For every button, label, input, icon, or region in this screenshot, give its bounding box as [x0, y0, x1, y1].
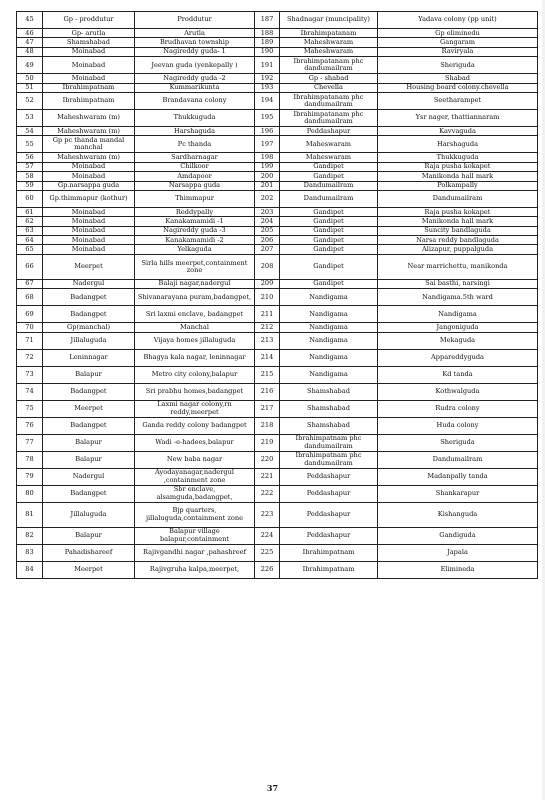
table-row	[17, 502, 538, 527]
mandal-left-cell: Gp.thimmapur (kothur)	[43, 190, 135, 207]
mandal-right-cell: Gandipet	[280, 279, 378, 288]
mandal-right-cell: Nandigama	[280, 332, 378, 349]
mandal-left-cell: Ibrahimpatnam	[43, 92, 135, 109]
serial-number-right-cell: 215	[255, 366, 280, 383]
mandal-right-cell: Maheswaram	[280, 153, 378, 162]
area-right-cell: Japala	[378, 544, 538, 561]
serial-number-left-cell: 51	[17, 83, 43, 92]
table-row	[17, 47, 538, 56]
serial-number-left-cell: 63	[17, 226, 43, 235]
area-right-cell: Raviryala	[378, 47, 538, 56]
area-left-cell: Shivanarayana puram,badangpet,	[135, 289, 255, 306]
area-right-cell: Housing board colony.chevella	[378, 83, 538, 92]
area-left-cell: Sri prabhu homes,badangpet	[135, 383, 255, 400]
area-left-cell: Wadi -e-hadees,balapur	[135, 434, 255, 451]
area-left-cell: Laxmi nagar colony,rn reddy,meerpet	[135, 400, 255, 417]
area-left-cell: Metro city colony,balapur	[135, 366, 255, 383]
area-left-cell: Harshaguda	[135, 126, 255, 135]
table-row	[17, 383, 538, 400]
page-number: 37	[266, 783, 279, 793]
serial-number-left-cell: 59	[17, 181, 43, 190]
mandal-right-cell: Nandigama	[280, 366, 378, 383]
serial-number-left-cell: 55	[17, 136, 43, 153]
serial-number-right-cell: 220	[255, 451, 280, 468]
serial-number-left-cell: 65	[17, 245, 43, 254]
mandal-right-cell: Maheswaram	[280, 136, 378, 153]
mandal-left-cell: Gp.narsappa guda	[43, 181, 135, 190]
mandal-left-cell: Badangpet	[43, 383, 135, 400]
serial-number-right-cell: 222	[255, 485, 280, 502]
table-row	[17, 190, 538, 207]
table-row	[17, 38, 538, 47]
table-row	[17, 181, 538, 190]
serial-number-left-cell: 52	[17, 92, 43, 109]
serial-number-left-cell: 81	[17, 502, 43, 527]
area-left-cell: Arutla	[135, 29, 255, 38]
area-right-cell: Huda colony	[378, 417, 538, 434]
area-left-cell: Balaji nagar,nadergul	[135, 279, 255, 288]
serial-number-left-cell: 80	[17, 485, 43, 502]
serial-number-right-cell: 218	[255, 417, 280, 434]
area-right-cell: Suncity bandlaguda	[378, 226, 538, 235]
table-row	[17, 544, 538, 561]
serial-number-right-cell: 219	[255, 434, 280, 451]
serial-number-right-cell: 189	[255, 38, 280, 47]
table-row	[17, 279, 538, 288]
mandal-left-cell: Gp(manchal)	[43, 323, 135, 332]
serial-number-left-cell: 69	[17, 306, 43, 323]
table-row	[17, 236, 538, 245]
mandal-right-cell: Maheshwaram	[280, 38, 378, 47]
mandal-right-cell: Nandigama	[280, 289, 378, 306]
area-left-cell: Rajivgandhi nagar ,pahashreef	[135, 544, 255, 561]
table-row	[17, 217, 538, 226]
area-left-cell: Kummarikunta	[135, 83, 255, 92]
mandal-right-cell: Shamshabad	[280, 400, 378, 417]
serial-number-right-cell: 214	[255, 349, 280, 366]
mandal-left-cell: Moinabad	[43, 236, 135, 245]
serial-number-right-cell: 201	[255, 181, 280, 190]
table-row	[17, 306, 538, 323]
area-right-cell: Madanpally tanda	[378, 468, 538, 485]
serial-number-left-cell: 58	[17, 172, 43, 181]
mandal-left-cell: Badangpet	[43, 306, 135, 323]
serial-number-right-cell: 204	[255, 217, 280, 226]
area-left-cell: New baba nagar	[135, 451, 255, 468]
area-right-cell: Harshaguda	[378, 136, 538, 153]
serial-number-right-cell: 197	[255, 136, 280, 153]
table-row	[17, 468, 538, 485]
mandal-right-cell: Nandigama	[280, 349, 378, 366]
serial-number-right-cell: 198	[255, 153, 280, 162]
mandal-right-cell: Peddashapur	[280, 527, 378, 544]
serial-number-left-cell: 70	[17, 323, 43, 332]
mandal-right-cell: Nandigama	[280, 306, 378, 323]
serial-number-left-cell: 61	[17, 207, 43, 216]
area-right-cell: Manikonda hall mark	[378, 217, 538, 226]
serial-number-left-cell: 60	[17, 190, 43, 207]
mandal-right-cell: Gandipet	[280, 172, 378, 181]
mandal-right-cell: Gandipet	[280, 236, 378, 245]
serial-number-left-cell: 71	[17, 332, 43, 349]
table-row	[17, 349, 538, 366]
serial-number-left-cell: 83	[17, 544, 43, 561]
serial-number-right-cell: 210	[255, 289, 280, 306]
mandal-right-cell: Gandipet	[280, 217, 378, 226]
table-row	[17, 323, 538, 332]
serial-number-right-cell: 217	[255, 400, 280, 417]
serial-number-right-cell: 225	[255, 544, 280, 561]
area-left-cell: Chilkoor	[135, 162, 255, 171]
table-row	[17, 126, 538, 135]
area-left-cell: Rajivgruha kalpa,meerpet,	[135, 561, 255, 578]
area-right-cell: Dandumailram	[378, 190, 538, 207]
serial-number-right-cell: 208	[255, 254, 280, 279]
mandal-left-cell: Meerpet	[43, 254, 135, 279]
area-left-cell: Sardharnagar	[135, 153, 255, 162]
mandal-right-cell: Ibrahimpatnam phc dandumailram	[280, 451, 378, 468]
mandal-right-cell: Ibrahimpatanam phc dandumailram	[280, 57, 378, 74]
serial-number-left-cell: 57	[17, 162, 43, 171]
area-left-cell: Narsappa guda	[135, 181, 255, 190]
serial-number-right-cell: 216	[255, 383, 280, 400]
table-row	[17, 485, 538, 502]
area-right-cell: Gangaram	[378, 38, 538, 47]
area-right-cell: Kishanguda	[378, 502, 538, 527]
mandal-right-cell: Ibrahimpatnam	[280, 561, 378, 578]
area-right-cell: Narsa reddy bandlaguda	[378, 236, 538, 245]
mandal-left-cell: Badangpet	[43, 289, 135, 306]
table-row	[17, 254, 538, 279]
mandal-right-cell: Gandipet	[280, 226, 378, 235]
area-right-cell: Kavvaguda	[378, 126, 538, 135]
mandal-left-cell: Moinabad	[43, 74, 135, 83]
mandal-left-cell: Badangpet	[43, 485, 135, 502]
mandal-left-cell: Shamshabad	[43, 38, 135, 47]
mandal-left-cell: Balapur	[43, 434, 135, 451]
area-right-cell: Elimineda	[378, 561, 538, 578]
serial-number-right-cell: 213	[255, 332, 280, 349]
table-row	[17, 74, 538, 83]
area-right-cell: Raja pusha kokapet	[378, 162, 538, 171]
table-row	[17, 57, 538, 74]
table-row	[17, 162, 538, 171]
serial-number-left-cell: 47	[17, 38, 43, 47]
serial-number-left-cell: 84	[17, 561, 43, 578]
mandal-right-cell: Ibrahimpatnam	[280, 544, 378, 561]
mandal-right-cell: Gp - shabad	[280, 74, 378, 83]
area-left-cell: Jeevan guda (yenkepally )	[135, 57, 255, 74]
serial-number-right-cell: 205	[255, 226, 280, 235]
area-right-cell: Yadava colony (pp unit)	[378, 12, 538, 29]
serial-number-left-cell: 49	[17, 57, 43, 74]
serial-number-left-cell: 74	[17, 383, 43, 400]
table-row	[17, 92, 538, 109]
mandal-right-cell: Ibrahimpatnam phc dandumailram	[280, 434, 378, 451]
serial-number-left-cell: 73	[17, 366, 43, 383]
area-right-cell: Nandigama	[378, 306, 538, 323]
mandal-right-cell: Gandipet	[280, 245, 378, 254]
serial-number-left-cell: 54	[17, 126, 43, 135]
area-left-cell: Nagireddy guda -2	[135, 74, 255, 83]
serial-number-right-cell: 194	[255, 92, 280, 109]
mandal-left-cell: Moinabad	[43, 207, 135, 216]
table-row	[17, 207, 538, 216]
serial-number-left-cell: 67	[17, 279, 43, 288]
area-left-cell: Bjp quarters, jillaluguda,containment zone	[135, 502, 255, 527]
serial-number-right-cell: 203	[255, 207, 280, 216]
mandal-left-cell: Balapur	[43, 366, 135, 383]
serial-number-right-cell: 209	[255, 279, 280, 288]
serial-number-left-cell: 64	[17, 236, 43, 245]
mandal-left-cell: Gp- arutla	[43, 29, 135, 38]
table-row	[17, 172, 538, 181]
area-right-cell: Rudra colony	[378, 400, 538, 417]
serial-number-right-cell: 226	[255, 561, 280, 578]
area-right-cell: Shankarapur	[378, 485, 538, 502]
area-right-cell: Sheriguda	[378, 57, 538, 74]
serial-number-left-cell: 68	[17, 289, 43, 306]
table-row	[17, 109, 538, 126]
area-left-cell: Sirla hills meerpet,containment zone	[135, 254, 255, 279]
area-right-cell: Gp eliminedu	[378, 29, 538, 38]
serial-number-right-cell: 211	[255, 306, 280, 323]
table-row	[17, 12, 538, 29]
table-row	[17, 434, 538, 451]
mandal-right-cell: Dandumailram	[280, 181, 378, 190]
serial-number-left-cell: 75	[17, 400, 43, 417]
area-right-cell: Sheriguda	[378, 434, 538, 451]
area-left-cell: Sri laxmi enclave, badangpet	[135, 306, 255, 323]
mandal-right-cell: Peddashapur	[280, 468, 378, 485]
mandal-left-cell: Moinabad	[43, 226, 135, 235]
mandal-left-cell: Moinabad	[43, 172, 135, 181]
serial-number-right-cell: 200	[255, 172, 280, 181]
area-right-cell: Shabad	[378, 74, 538, 83]
serial-number-left-cell: 46	[17, 29, 43, 38]
area-right-cell: Dandumailram	[378, 451, 538, 468]
area-right-cell: Nandigama.5th ward	[378, 289, 538, 306]
mandal-right-cell: Ibrahimpatanam phc dandumailram	[280, 109, 378, 126]
mandal-left-cell: Jillaluguda	[43, 332, 135, 349]
table-row	[17, 527, 538, 544]
mandal-left-cell: Jillaluguda	[43, 502, 135, 527]
area-left-cell: Brandavana colony	[135, 92, 255, 109]
serial-number-right-cell: 190	[255, 47, 280, 56]
serial-number-right-cell: 221	[255, 468, 280, 485]
area-left-cell: Ayodayanagar,nadergul ,containment zone	[135, 468, 255, 485]
table-body	[17, 12, 538, 579]
area-right-cell: Kd tanda	[378, 366, 538, 383]
serial-number-left-cell: 56	[17, 153, 43, 162]
mandal-left-cell: Moinabad	[43, 245, 135, 254]
serial-number-left-cell: 48	[17, 47, 43, 56]
area-left-cell: Nagireddy guda- 1	[135, 47, 255, 56]
area-right-cell: Near marrichettu, manikonda	[378, 254, 538, 279]
area-right-cell: Sai basthi, narsingi	[378, 279, 538, 288]
serial-number-right-cell: 206	[255, 236, 280, 245]
mandal-right-cell: Peddashapur	[280, 485, 378, 502]
serial-number-left-cell: 50	[17, 74, 43, 83]
serial-number-right-cell: 202	[255, 190, 280, 207]
serial-number-right-cell: 195	[255, 109, 280, 126]
serial-number-right-cell: 188	[255, 29, 280, 38]
area-right-cell: Manikonda hall mark	[378, 172, 538, 181]
serial-number-left-cell: 77	[17, 434, 43, 451]
area-left-cell: Amdapoor	[135, 172, 255, 181]
table-row	[17, 417, 538, 434]
mandal-left-cell: Ibrahimpatnam	[43, 83, 135, 92]
mandal-left-cell: Gp - proddutur	[43, 12, 135, 29]
area-right-cell: Ysr nager, thattiannaram	[378, 109, 538, 126]
table-row	[17, 561, 538, 578]
mandal-left-cell: Balapur	[43, 527, 135, 544]
mandal-left-cell: Nadergul	[43, 279, 135, 288]
table-row	[17, 245, 538, 254]
serial-number-left-cell: 76	[17, 417, 43, 434]
area-right-cell: Thukkuguda	[378, 153, 538, 162]
serial-number-right-cell: 196	[255, 126, 280, 135]
mandal-right-cell: Dandumailram	[280, 190, 378, 207]
serial-number-right-cell: 212	[255, 323, 280, 332]
serial-number-right-cell: 199	[255, 162, 280, 171]
area-left-cell: Nagireddy guda -3	[135, 226, 255, 235]
serial-number-right-cell: 224	[255, 527, 280, 544]
mandal-left-cell: Moinabad	[43, 47, 135, 56]
area-left-cell: Thukkuguda	[135, 109, 255, 126]
mandal-right-cell: Shamshabad	[280, 417, 378, 434]
mandal-left-cell: Moinabad	[43, 162, 135, 171]
mandal-right-cell: Peddashapur	[280, 502, 378, 527]
area-left-cell: Proddutur	[135, 12, 255, 29]
area-left-cell: Kanakamamidi -2	[135, 236, 255, 245]
mandal-left-cell: Maheshwaram (m)	[43, 126, 135, 135]
serial-number-right-cell: 193	[255, 83, 280, 92]
serial-number-left-cell: 62	[17, 217, 43, 226]
mandal-right-cell: Gandipet	[280, 207, 378, 216]
mandal-left-cell: Maheshwaram (m)	[43, 109, 135, 126]
mandal-left-cell: Moinabad	[43, 217, 135, 226]
mandal-right-cell: Gandipet	[280, 162, 378, 171]
area-right-cell: Polkampally	[378, 181, 538, 190]
area-right-cell: Gandiguda	[378, 527, 538, 544]
area-right-cell: Raja pusha kokapet	[378, 207, 538, 216]
mandal-left-cell: Moinabad	[43, 57, 135, 74]
area-left-cell: Brudhavan township	[135, 38, 255, 47]
area-right-cell: Appareddyguda	[378, 349, 538, 366]
table-row	[17, 83, 538, 92]
serial-number-right-cell: 191	[255, 57, 280, 74]
area-right-cell: Kothwalguda	[378, 383, 538, 400]
serial-number-left-cell: 79	[17, 468, 43, 485]
table-row	[17, 451, 538, 468]
mandal-right-cell: Peddashapur	[280, 126, 378, 135]
area-left-cell: Ganda reddy colony badangpet	[135, 417, 255, 434]
mandal-left-cell: Gp pc thanda mandal manchal	[43, 136, 135, 153]
table-row	[17, 136, 538, 153]
document-page	[16, 11, 537, 579]
serial-number-right-cell: 192	[255, 74, 280, 83]
mandal-left-cell: Nadergul	[43, 468, 135, 485]
serial-number-right-cell: 187	[255, 12, 280, 29]
mandal-left-cell: Meerpet	[43, 561, 135, 578]
serial-number-left-cell: 78	[17, 451, 43, 468]
area-left-cell: Sbr enclave, alsamguda,badangpet,	[135, 485, 255, 502]
area-right-cell: Jangoniguda	[378, 323, 538, 332]
mandal-left-cell: Leninnagar	[43, 349, 135, 366]
mandal-right-cell: Nandigama	[280, 323, 378, 332]
area-left-cell: Bhagya kala nagar, leninnagar	[135, 349, 255, 366]
table-row	[17, 29, 538, 38]
area-left-cell: Yelkaguda	[135, 245, 255, 254]
containment-zones-table	[16, 11, 538, 579]
mandal-right-cell: Shadnagar (muncipality)	[280, 12, 378, 29]
mandal-left-cell: Meerpet	[43, 400, 135, 417]
mandal-left-cell: Badangpet	[43, 417, 135, 434]
serial-number-right-cell: 223	[255, 502, 280, 527]
area-left-cell: Thimmapur	[135, 190, 255, 207]
area-left-cell: Reddypally	[135, 207, 255, 216]
table-row	[17, 400, 538, 417]
table-row	[17, 226, 538, 235]
mandal-left-cell: Balapur	[43, 451, 135, 468]
area-left-cell: Kanakamamidi -1	[135, 217, 255, 226]
area-left-cell: Vijaya homes jillaluguda	[135, 332, 255, 349]
area-right-cell: Seetharampet	[378, 92, 538, 109]
mandal-right-cell: Ibrahimpatanam phc dandumailram	[280, 92, 378, 109]
mandal-left-cell: Maheshwaram (m)	[43, 153, 135, 162]
mandal-right-cell: Ibrahimpatanam	[280, 29, 378, 38]
table-row	[17, 332, 538, 349]
table-row	[17, 153, 538, 162]
mandal-left-cell: Pahadishareef	[43, 544, 135, 561]
area-left-cell: Balapur village balapur,containment	[135, 527, 255, 544]
table-row	[17, 366, 538, 383]
serial-number-left-cell: 72	[17, 349, 43, 366]
area-right-cell: Mekaguda	[378, 332, 538, 349]
mandal-right-cell: Chevella	[280, 83, 378, 92]
mandal-right-cell: Maheshwaram	[280, 47, 378, 56]
mandal-right-cell: Shamshabad	[280, 383, 378, 400]
mandal-right-cell: Gandipet	[280, 254, 378, 279]
serial-number-left-cell: 53	[17, 109, 43, 126]
serial-number-right-cell: 207	[255, 245, 280, 254]
serial-number-left-cell: 45	[17, 12, 43, 29]
area-right-cell: Alizapur, puppalguda	[378, 245, 538, 254]
area-left-cell: Pc thanda	[135, 136, 255, 153]
serial-number-left-cell: 66	[17, 254, 43, 279]
area-left-cell: Manchal	[135, 323, 255, 332]
serial-number-left-cell: 82	[17, 527, 43, 544]
table-row	[17, 289, 538, 306]
